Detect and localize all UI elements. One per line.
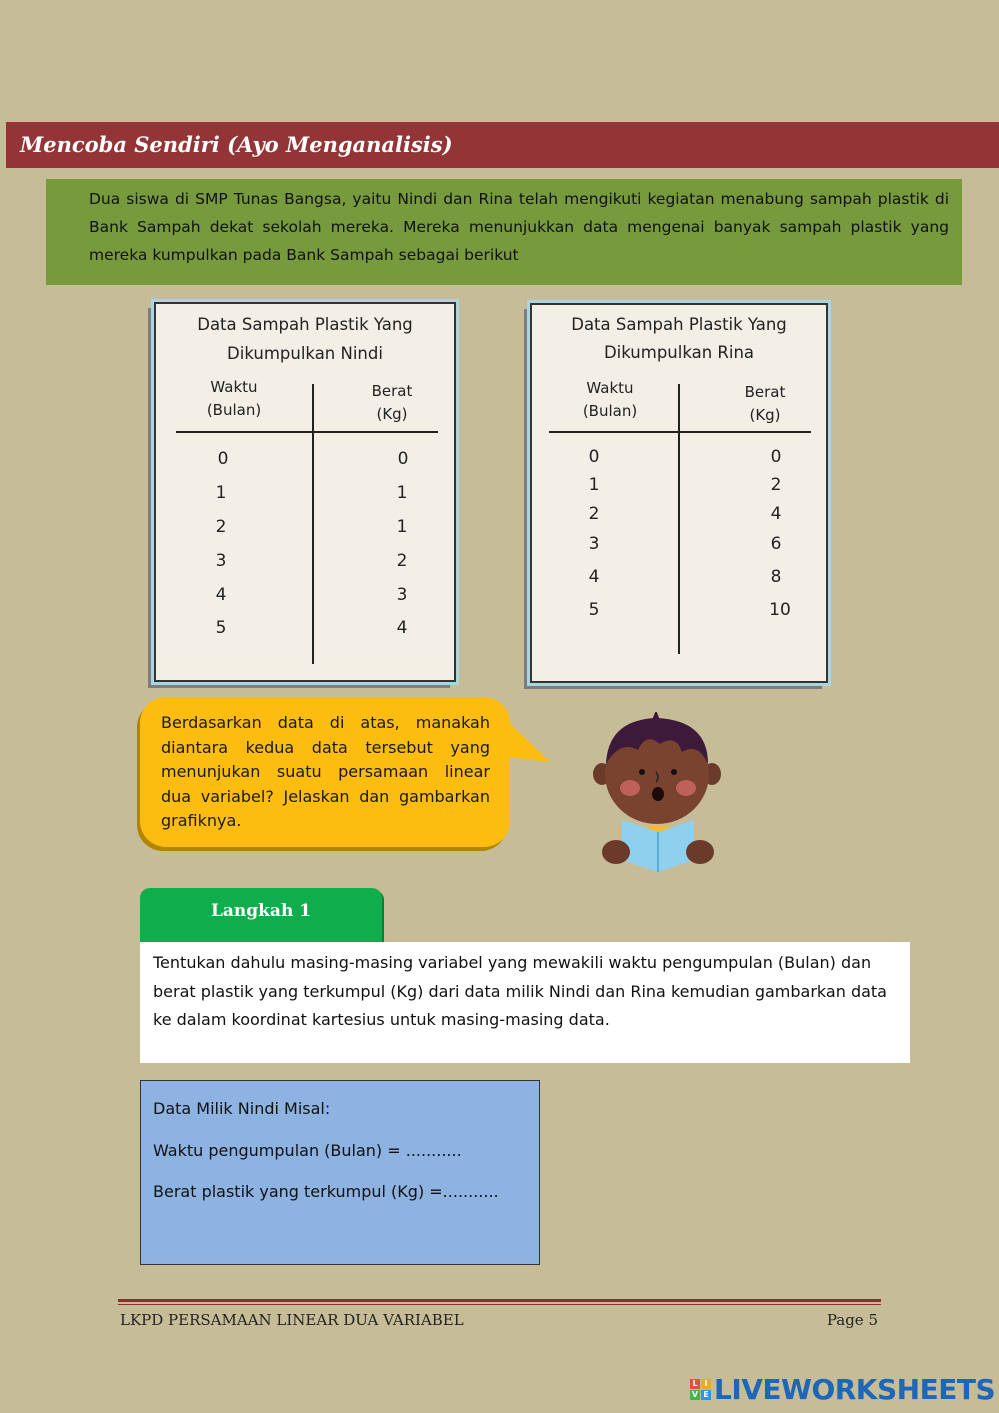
col-header-kg: (Kg): [376, 405, 408, 423]
table-cell: 4: [770, 504, 782, 524]
data-table-nindi: [154, 302, 456, 682]
col-header-bulan: (Bulan): [582, 402, 638, 420]
table-cell: 4: [396, 618, 408, 638]
table-cell: 5: [588, 600, 600, 620]
table-cell: 3: [396, 585, 408, 605]
logo-letter: I: [701, 1379, 711, 1389]
table-cell: 5: [215, 618, 227, 638]
footer-divider-thin: [118, 1304, 881, 1305]
table-title-line2: Dikumpulkan Rina: [603, 343, 755, 362]
question-speech-bubble: Berdasarkan data di atas, manakah diantara kedua data tersebut yang menunjukan suatu persamaan linear dua variabel? Jelaskan dan gambarkan grafiknya.: [140, 697, 510, 847]
table-cell: 4: [215, 585, 227, 605]
answer-waktu-field[interactable]: Waktu pengumpulan (Bulan) = ...........: [153, 1140, 462, 1160]
table-cell: 0: [397, 449, 409, 469]
table-cell: 8: [770, 567, 782, 587]
step-instructions: Tentukan dahulu masing-masing variabel yang mewakili waktu pengumpulan (Bulan) dan berat plastik yang terkumpul (Kg) dari data milik Nindi dan Rina kemudian gambarkan data ke dalam koordinat kartesius untuk masing-masing data.: [140, 942, 910, 1063]
liveworksheets-logo[interactable]: [690, 1373, 995, 1406]
answer-berat-field[interactable]: Berat plastik yang terkumpul (Kg) =...........: [153, 1182, 499, 1201]
table-cell: 2: [770, 475, 782, 495]
table-cell: 2: [215, 517, 227, 537]
table-cell: 2: [588, 504, 600, 524]
header-divider: [549, 431, 811, 433]
col-header-waktu: Waktu: [210, 378, 258, 396]
footer-title: LKPD PERSAMAAN LINEAR DUA VARIABEL: [120, 1311, 464, 1329]
column-divider: [678, 384, 680, 654]
table-cell: 1: [215, 483, 227, 503]
liveworksheets-logo-icon: [690, 1379, 711, 1400]
child-reading-book-icon: [590, 712, 730, 877]
column-divider: [312, 384, 314, 664]
step-tab-langkah-1: Langkah 1: [140, 888, 382, 942]
table-cell: 10: [769, 600, 791, 620]
table-cell: 0: [770, 447, 782, 467]
table-cell: 1: [396, 483, 408, 503]
footer-divider: [118, 1299, 881, 1302]
table-cell: 3: [588, 534, 600, 554]
table-title-line1: Data Sampah Plastik Yang: [197, 315, 413, 334]
data-table-rina: [530, 303, 828, 683]
table-title-line1: Data Sampah Plastik Yang: [571, 315, 787, 334]
col-header-waktu: Waktu: [586, 379, 634, 397]
liveworksheets-logo-text: LIVEWORKSHEETS: [714, 1373, 996, 1406]
section-title: Mencoba Sendiri (Ayo Menganalisis): [6, 122, 999, 168]
table-title-line2: Dikumpulkan Nindi: [227, 344, 383, 363]
col-header-kg: (Kg): [749, 406, 781, 424]
logo-letter: L: [690, 1379, 700, 1389]
col-header-berat: Berat: [744, 383, 786, 401]
page-number: Page 5: [826, 1311, 878, 1329]
table-cell: 1: [588, 475, 600, 495]
intro-paragraph: Dua siswa di SMP Tunas Bangsa, yaitu Nindi dan Rina telah mengikuti kegiatan menabung sampah plastik di Bank Sampah dekat sekolah mereka. Mereka menunjukkan data mengenai banyak sampah plastik yang mereka kumpulkan pada Bank Sampah sebagai berikut: [46, 179, 962, 285]
header-divider: [176, 431, 438, 433]
col-header-bulan: (Bulan): [206, 401, 262, 419]
answer-heading: Data Milik Nindi Misal:: [153, 1099, 331, 1118]
col-header-berat: Berat: [371, 382, 413, 400]
table-cell: 3: [215, 551, 227, 571]
table-cell: 4: [588, 567, 600, 587]
logo-letter: V: [691, 1390, 699, 1399]
answer-box-nindi[interactable]: [140, 1080, 540, 1265]
table-cell: 2: [396, 551, 408, 571]
table-cell: 0: [217, 449, 229, 469]
table-cell: 6: [770, 534, 782, 554]
logo-letter: E: [701, 1390, 711, 1400]
table-cell: 1: [396, 517, 408, 537]
table-cell: 0: [588, 447, 600, 467]
